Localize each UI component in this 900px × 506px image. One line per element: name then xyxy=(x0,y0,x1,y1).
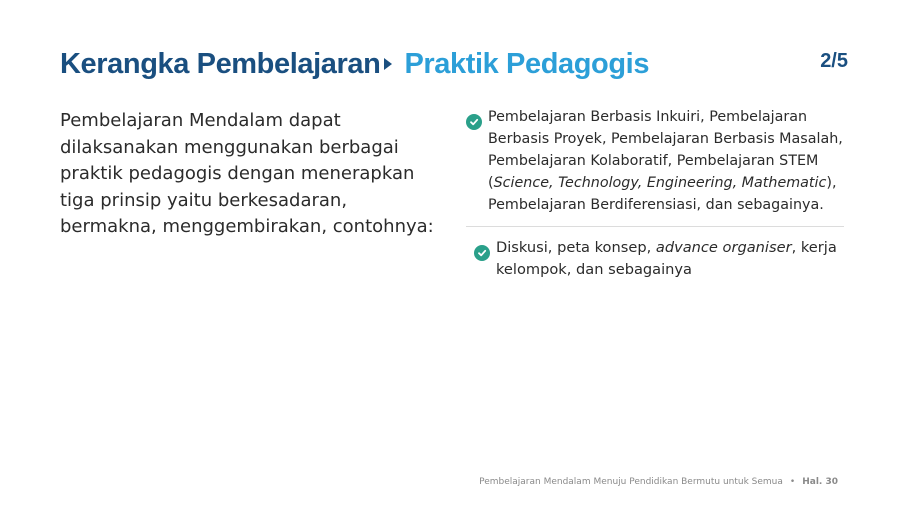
title-accent: Praktik Pedagogis xyxy=(404,47,650,80)
footer-page-number: Hal. 30 xyxy=(802,477,838,487)
page-counter: 2/5 xyxy=(820,50,848,72)
footer-separator: • xyxy=(789,477,796,487)
list-item xyxy=(466,106,844,216)
list-item-text xyxy=(488,106,844,216)
text-part: Pembelajaran Berbasis Inkuiri, Pembelajaran Berbasis Proyek, Pembelajaran Berbasis Masalah, Pembelajaran Kolaboratif, Pembelajaran STEM ( xyxy=(488,109,843,191)
intro-paragraph: Pembelajaran Mendalam dapat dilaksanakan menggunakan berbagai praktik pedagogis dengan menerapkan tiga prinsip yaitu berkesadaran, bermakna, menggembirakan, contohnya: xyxy=(60,110,434,237)
list-item xyxy=(466,237,844,281)
text-part: Diskusi, peta konsep, xyxy=(496,239,656,256)
italic-text: advance organiser xyxy=(655,239,792,256)
slide-title xyxy=(60,44,850,84)
triangle-right-icon xyxy=(384,58,392,70)
footer xyxy=(479,477,838,487)
footer-text: Pembelajaran Mendalam Menuju Pendidikan Bermutu untuk Semua xyxy=(479,477,783,487)
check-circle-icon xyxy=(474,245,490,261)
examples-list xyxy=(466,106,844,281)
text-part: , kerja kelompok, dan sebagainya xyxy=(496,239,837,278)
check-circle-icon xyxy=(466,114,482,130)
list-item-text xyxy=(496,237,844,281)
italic-text: Science, Technology, Engineering, Mathematic xyxy=(493,175,827,191)
title-main: Kerangka Pembelajaran xyxy=(60,47,381,80)
divider xyxy=(466,226,844,227)
text-part: ), Pembelajaran Berdiferensiasi, dan sebagainya. xyxy=(488,175,837,213)
